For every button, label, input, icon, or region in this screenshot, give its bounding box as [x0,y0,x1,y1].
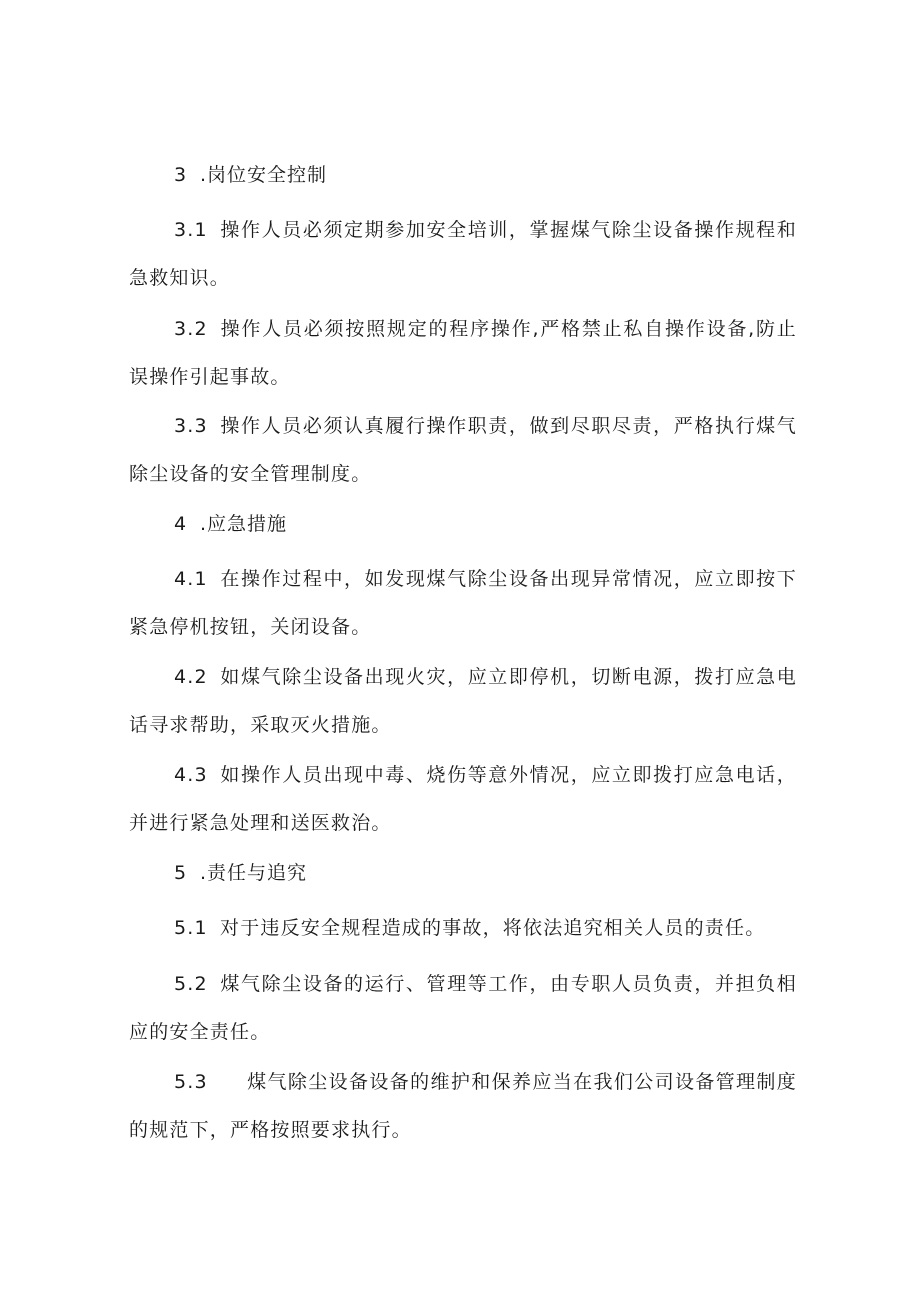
clause-number: 5.3 [174,1071,208,1093]
clause-text: 操作人员必须认真履行操作职责，做到尽职尽责，严格执行煤气除尘设备的安全管理制度。 [129,415,797,485]
section-title: .岗位安全控制 [200,164,328,186]
section-title: .责任与追究 [200,862,308,884]
clause-text: 煤气除尘设备的运行、管理等工作，由专职人员负责，并担负相应的安全责任。 [129,973,797,1043]
clause-number: 5.2 [174,973,208,995]
clause-number: 5.1 [174,917,208,939]
clause-paragraph [129,653,797,749]
clause-text: 如操作人员出现中毒、烧伤等意外情况，应立即拨打应急电话，并进行紧急处理和送医救治。 [129,764,797,834]
clause-number: 3.1 [174,219,208,241]
clause-text: 对于违反安全规程造成的事故，将依法追究相关人员的责任。 [220,917,766,939]
clause-number: 3.3 [174,415,208,437]
section-heading [174,861,307,885]
clause-text: 操作人员必须按照规定的程序操作,严格禁止私自操作设备,防止误操作引起事故。 [129,318,797,388]
clause-text: 在操作过程中，如发现煤气除尘设备出现异常情况，应立即按下紧急停机按钮，关闭设备。 [129,568,797,638]
clause-number: 4.3 [174,764,208,786]
clause-text: 煤气除尘设备设备的维护和保养应当在我们公司设备管理制度的规范下，严格按照要求执行。 [129,1071,797,1141]
clause-paragraph [129,904,797,952]
section-heading [174,512,287,536]
clause-paragraph [129,402,797,498]
clause-text: 如煤气除尘设备出现火灾，应立即停机，切断电源，拨打应急电话寻求帮助，采取灭火措施。 [129,666,797,736]
clause-paragraph [129,751,797,847]
section-number: 4 [174,513,188,535]
section-title: .应急措施 [200,513,288,535]
clause-number: 4.2 [174,666,208,688]
section-number: 5 [174,862,188,884]
clause-paragraph [129,960,797,1056]
clause-paragraph [129,555,797,651]
clause-paragraph [129,206,797,302]
clause-number: 3.2 [174,318,208,340]
clause-number: 4.1 [174,568,208,590]
section-heading [174,163,327,187]
clause-text: 操作人员必须定期参加安全培训，掌握煤气除尘设备操作规程和急救知识。 [129,219,797,289]
clause-paragraph [129,1058,797,1154]
clause-paragraph [129,305,797,401]
section-number: 3 [174,164,188,186]
